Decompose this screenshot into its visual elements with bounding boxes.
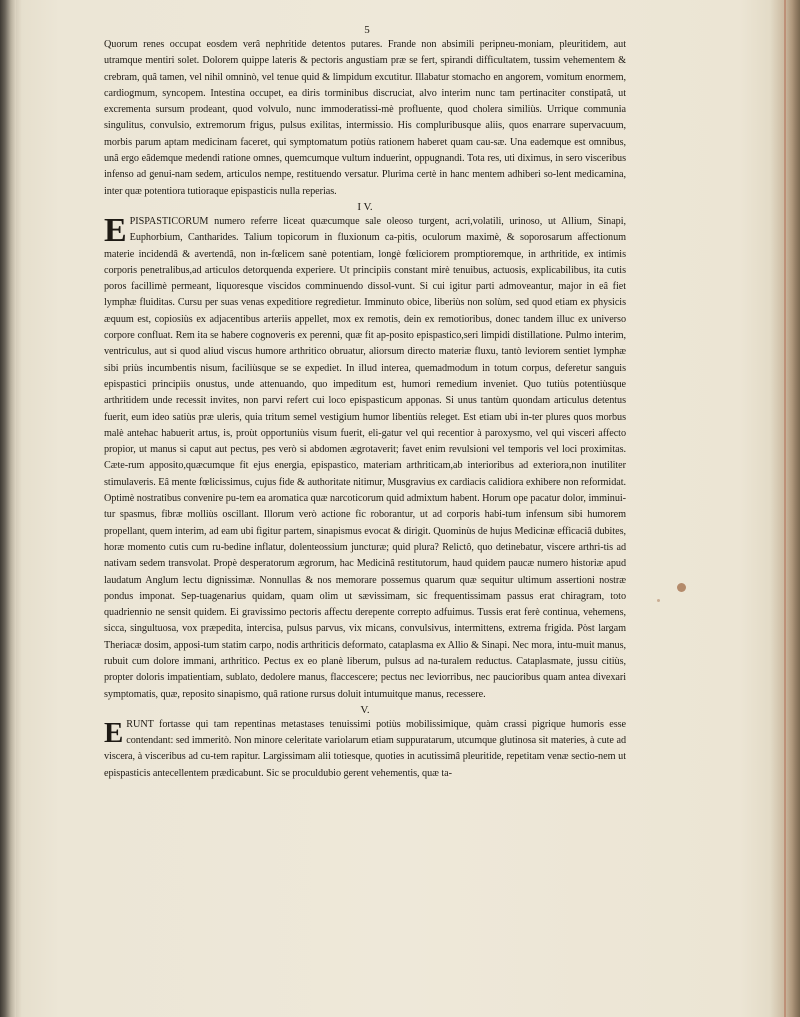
page-number: 5 bbox=[364, 24, 370, 36]
section-number-iv: I V. bbox=[357, 200, 373, 213]
foxing-spot bbox=[657, 599, 660, 602]
printed-text-block bbox=[104, 24, 626, 782]
book-binding-edge bbox=[0, 0, 16, 1017]
section-iv-text: PISPASTICORUM numero referre liceat quæcumque sale oleoso turgent, acri,volatili, urinoso, ut Allium, Sinapi, Euphorbium, Cantharides. Talium topicorum in fluxionum ca-pitis, oculorum maximè, & soporosarum affectionum materie incidendâ & avertendâ, non in-fœlicem sanè potentiam, longè fœliciorem promptioremque, in arthritide, ex intimis corporis penetralibus,ad articulos detorquenda experiere. Ut principiis constant mirè tenuibus, actuosis, explicabilibus, ita cutis poros facillimè permeant, liquoresque viscidos comminuendo dissol-vunt. Si cui igitur parti admoveantur, major in eâ fiet lymphæ fluiditas. Cursu per suas venas expeditiore regredietur. Imminuto obice, liberiùs non solùm, sed quod etiam ex physicis æquum est, copiosiùs ex adjacentibus arteriis appellet, mox ex remotis, dein ex remotioribus, donec tandem illuc ex universo corpore confluat. Rem ita se habere cognoveris ex perenni, quæ fit ap-posito epispastico,seri limpidi distillatione. Pulmo interim, ventriculus, aut si quod aliud viscus humore arthritico obruatur, aliorsum directo materiæ fluxu, tantò leviorem sentiet lymphæ sibi priùs incumbentis nisum, faciliùsque se se expediet. In illud interea, quemadmodum in totum corpus, deferetur sanguis epispastici principiis onustus, unde attenuando, quo impeditum est, humori remedium inveniet. Quo tutiùs potentiùsque arthritidem unde recessit invites, non parvi refert cui loco epispasticum apponas. Si unus tantùm quondam articulus detentus fuerit, eum ideo satiùs præ uleris, quia tritum semel vestigium humor libentiùs releget. Est etiam ubi in-ter plures quos morbus malè antehac habuerit artus, is, proùt opportuniùs visum fuerit, eli-gatur vel qui recentior à paroxysmo, vel qui visceri affecto propior, ut manus si caput aut pectus, pes verò si abdomen ægrotaverit; favet enim revulsioni vel temporis vel loci proximitas. Cæte-rum apposito,quæcumque fit ejus energia, epispastico, materiam arthriticam,ab interioribus ad exteriora,non inutiliter stimulaveris. Eâ mente fœlicissimus, cujus fide & authoritate nitimur, Musgravius ex cardiacis calidiora exhibere non reformidat. Optimè nostratibus convenire pu-tem ea aromatica quæ narcoticorum quid admixtum habent. Horum ope pacatur dolor, imminui-tur spasmus, fibræ molliùs oscillant. Illorum verò actione fic roborantur, ut ad corporis habi-tum infensum sibi humorem propellant, quem interim, ad eam ubi figitur partem, sinapismus evocat & dirigit. Quominùs de hujus Medicinæ efficaciâ dubites, horæ momento cutis cum ru-bedine inflatur, dolenteossium juncturæ; quid plura? Relictô, quo detinebatur, viscere arthri-tis ad nativam sedem transvolat. Propè desperatorum ægrorum, hac Medicinâ restitutorum, haud quidem paucæ numero historiæ apud laudatum Anglum lectu dignissimæ. Nonnullas & nos memorare possemus quarum quæ sequitur ultimum assertioni nostræ pondus imponat. Sep-tuagenarius quidam, quam olim ut sævissimam, sic frequentissimam passus erat chiragram, toto quadriennio ne sensit quidem. Ei gravissimo pectoris affectu derepente correpto adfuimus. Tussis erat ferè continua, vehemens, sicca, singultuosa, vox præpedita, intercisa, pulsus parvus, vix micans, convulsivus, intermittens, extrema frigida. Pòst largam Theriacæ dosim, apposi-tum statim carpo, nodis arthriticis deformato, cataplasma ex Allio & Sinapi. Nec mora, intu-muit manus, rubuit cum dolore immani, arthritico. Pectus ex eo planè liberum, pulsus ad na-turalem reductus. Cataplasmate, jussu citiùs, propter doloris impatientiam, sublato, dedolere manus, flaccescere; pectus nec leviorribus, nec paucioribus quam antea divexari symptomatis, quæ, reposito sinapismo, quâ ratione rursus doluit intumuitque manus, recessere. bbox=[104, 215, 626, 700]
dropcap-e: E bbox=[104, 211, 127, 249]
foxing-spot bbox=[677, 583, 686, 592]
section-iv-paragraph bbox=[104, 211, 626, 703]
section-number-v: V. bbox=[360, 703, 370, 716]
page-edge-shadow bbox=[770, 0, 800, 1017]
paragraph-continued: Quorum renes occupat eosdem verâ nephritide detentos putares. Frande non absimili peripneu-moniam, pleuritidem, aut utramque mentiri solet. Dolorem quippe lateris & pectoris angustiam præ se fert, spirandi difficultatem, tussim vehementem & crebram, quâ tamen, vel nihil omninò, vel tenue quid & limpidum excutitur. Illabatur stomacho en angorem, vomitum enormem, cardiogmum, syncopem. Intestina occupet, ea diris torminibus discruciat, alvo interim nunc tam pertinaciter constipatâ, ut excrementa sursum prodeant, quod volvulo, nunc immoderatissi-mè profluente, quod cholera similiùs. Urrique communia singulitus, convulsio, extremorum frigus, pulsus exilitas, intermissio. His compluribusque aliis, quos enarrare supervacuum, morbis parum aptam medicinam faceret, qui symptomatum potiùs rationem haberet quam cau-sæ. Una eademque est omnibus, unâ ergo eâdemque medendi ratione omnes, quemcumque vultum induerint, oppugnandi. Tota res, uti diximus, in sero visceribus infenso ad genui-nam sedem, articulos nempe, restituendo versatur. Plurima certè in hanc mentem adhiberi so-lent medicamina, inter quæ potentiora tutioraque epispasticis nulla reperias. bbox=[104, 39, 626, 197]
section-v-text: RUNT fortasse qui tam repentinas metastases tenuissimi potiùs mobilissimique, quàm crassi pigrique humoris esse contendant: sed immeritò. Non minore celeritate variolarum etiam suppuratarum, utcumque glutinosa sit materies, à cute ad viscera, à visceribus ad cu-tem rapitur. Largissimam alii totiesque, quoties in acutissimâ pleuritide, repetitam venæ sectio-nem ut epispasticis antecellentem prædicabunt. Sic se proculdubio gerent vehementis, quæ ta- bbox=[104, 718, 626, 779]
section-v-paragraph bbox=[104, 717, 626, 782]
dropcap-e: E bbox=[104, 716, 124, 749]
